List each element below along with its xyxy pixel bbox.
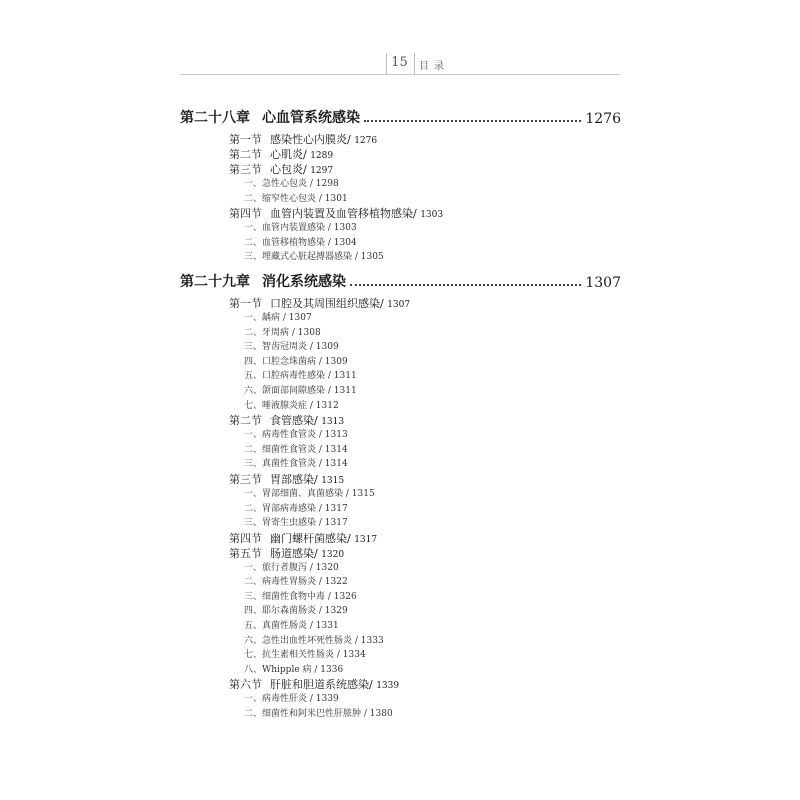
separator: / [314, 414, 322, 428]
subsection-page: 1313 [324, 430, 348, 441]
subsection-page: 1298 [315, 179, 339, 189]
subsection-title: 七、抗生素相关性肠炎 [244, 650, 335, 661]
section-number: 第二节 [229, 148, 262, 161]
subsection-title: 二、细菌性和阿米巴性肝脓肿 [244, 709, 362, 720]
subsection-title: 三、胃寄生虫感染 [244, 518, 317, 529]
toc-subsection-row[interactable] [180, 487, 621, 502]
subsection-page: 1309 [315, 342, 339, 353]
subsection-title: 二、缩窄性心包炎 [244, 193, 317, 204]
toc-subsection-row[interactable] [180, 590, 621, 605]
toc-section-row[interactable] [180, 206, 621, 221]
separator: / [316, 503, 325, 514]
subsection-title: 五、口腔病毒性感染 [244, 371, 326, 382]
separator: / [303, 148, 311, 161]
subsection-page: 1315 [351, 488, 375, 499]
section-number: 第二节 [229, 414, 262, 428]
separator: / [343, 488, 352, 499]
subsection-page: 1380 [369, 709, 393, 720]
section-title: 胃部感染 [270, 472, 314, 486]
section-page: 1315 [321, 475, 345, 486]
toc-subsection-row[interactable] [180, 250, 621, 265]
running-header-title: 目录 [419, 61, 449, 72]
section-number: 第四节 [229, 207, 262, 221]
subsection-title: 七、唾液腺炎症 [244, 400, 308, 411]
subsection-page: 1307 [288, 312, 312, 323]
separator: / [303, 163, 311, 176]
separator: / [316, 444, 325, 455]
separator: / [325, 371, 334, 382]
separator: / [347, 531, 355, 545]
subsection-page: 1320 [315, 562, 339, 573]
section-title: 心肌炎 [270, 148, 303, 161]
toc-subsection-row[interactable] [180, 634, 621, 649]
section-page: 1320 [321, 549, 345, 560]
subsection-page: 1304 [333, 237, 357, 248]
separator: / [369, 678, 377, 692]
separator: / [325, 237, 334, 248]
toc-section-row[interactable] [180, 132, 621, 147]
separator: / [361, 709, 370, 720]
toc-subsection-row[interactable] [180, 340, 621, 355]
toc-subsection-row[interactable] [180, 236, 621, 251]
toc-section-row[interactable] [180, 546, 621, 561]
chapter-title: 消化系统感染 [262, 273, 346, 290]
separator: / [307, 621, 316, 632]
separator: / [307, 694, 316, 705]
subsection-title: 四、口腔念珠菌病 [244, 356, 317, 367]
separator: / [347, 133, 355, 146]
subsection-page: 1305 [360, 252, 384, 263]
subsection-page: 1334 [342, 650, 366, 661]
section-page: 1313 [321, 417, 345, 428]
subsection-page: 1303 [333, 223, 357, 234]
subsection-title: 八、Whipple 病 [244, 664, 312, 675]
separator: / [316, 606, 325, 617]
toc-subsection-row[interactable] [180, 619, 621, 634]
subsection-page: 1322 [324, 577, 348, 588]
toc-subsection-row[interactable] [180, 648, 621, 663]
toc-subsection-row[interactable] [180, 428, 621, 443]
separator: / [413, 207, 421, 221]
section-number: 第四节 [229, 531, 262, 545]
subsection-title: 三、细菌性食物中毒 [244, 591, 326, 602]
separator: / [307, 342, 316, 353]
toc-section-row[interactable] [180, 162, 621, 177]
separator: / [316, 356, 325, 367]
toc-subsection-row[interactable] [180, 561, 621, 576]
toc-subsection-row[interactable] [180, 575, 621, 590]
separator: / [325, 223, 334, 234]
section-number: 第六节 [229, 678, 262, 692]
subsection-title: 二、胃部病毒感染 [244, 503, 317, 514]
header-rule [180, 74, 620, 75]
section-page: 1276 [354, 136, 378, 146]
separator: / [316, 577, 325, 588]
subsection-title: 二、细菌性食管炎 [244, 444, 317, 455]
toc-subsection-row[interactable] [180, 369, 621, 384]
section-page: 1339 [376, 681, 400, 692]
subsection-page: 1312 [315, 400, 339, 411]
section-title: 血管内装置及血管移植物感染 [270, 207, 413, 221]
dot-leader [364, 120, 581, 122]
separator: / [316, 518, 325, 529]
toc-subsection-row[interactable] [180, 457, 621, 472]
toc-section-row[interactable] [180, 296, 621, 311]
table-of-contents [180, 108, 621, 722]
separator: / [289, 327, 298, 338]
separator: / [325, 591, 334, 602]
separator: / [307, 179, 316, 189]
toc-subsection-row[interactable] [180, 355, 621, 370]
section-title: 肝脏和胆道系统感染 [270, 678, 369, 692]
section-title: 心包炎 [270, 163, 303, 176]
section-title: 食管感染 [270, 414, 314, 428]
separator: / [307, 562, 316, 573]
subsection-title: 一、血管内装置感染 [244, 223, 326, 234]
toc-chapter-row[interactable] [180, 108, 621, 127]
toc-subsection-row[interactable] [180, 502, 621, 517]
subsection-page: 1326 [333, 591, 357, 602]
separator: / [325, 385, 334, 396]
toc-section-row[interactable] [180, 472, 621, 487]
subsection-title: 一、病毒性食管炎 [244, 430, 317, 441]
section-number: 第一节 [229, 133, 262, 146]
chapter-number: 第二十八章 [180, 110, 250, 126]
chapter-label [180, 271, 346, 291]
subsection-title: 一、旅行者腹泻 [244, 562, 308, 573]
subsection-title: 二、血管移植物感染 [244, 237, 326, 248]
subsection-title: 三、埋藏式心脏起搏器感染 [244, 252, 353, 263]
toc-subsection-row[interactable] [180, 663, 621, 678]
chapter-page: 1307 [585, 274, 621, 291]
subsection-page: 1339 [315, 694, 339, 705]
section-page: 1307 [387, 299, 411, 310]
subsection-page: 1317 [324, 503, 348, 514]
subsection-title: 四、耶尔森菌肠炎 [244, 606, 317, 617]
section-title: 口腔及其周围组织感染 [270, 296, 380, 310]
separator: / [316, 459, 325, 470]
toc-subsection-row[interactable] [180, 443, 621, 458]
toc-section-row[interactable] [180, 531, 621, 546]
toc-subsection-row[interactable] [180, 384, 621, 399]
toc-subsection-row[interactable] [180, 326, 621, 341]
chapter-label [180, 107, 360, 127]
separator: / [380, 296, 388, 310]
subsection-title: 一、龋病 [244, 312, 281, 323]
subsection-title: 一、急性心包炎 [244, 179, 308, 189]
toc-subsection-row[interactable] [180, 192, 621, 207]
section-title: 感染性心内膜炎 [270, 133, 347, 146]
section-page: 1289 [310, 151, 334, 161]
separator: / [314, 472, 322, 486]
chapter-page: 1276 [585, 111, 621, 127]
toc-subsection-row[interactable] [180, 516, 621, 531]
section-number: 第三节 [229, 472, 262, 486]
subsection-title: 六、急性出血性坏死性肠炎 [244, 635, 353, 646]
subsection-page: 1317 [324, 518, 348, 529]
toc-subsection-row[interactable] [180, 707, 621, 722]
separator: / [352, 252, 361, 263]
subsection-title: 三、真菌性食管炎 [244, 459, 317, 470]
toc-section-row[interactable] [180, 147, 621, 162]
separator: / [307, 400, 316, 411]
subsection-title: 五、真菌性肠炎 [244, 621, 308, 632]
subsection-page: 1314 [324, 444, 348, 455]
section-number: 第一节 [229, 296, 262, 310]
chapter-title: 心血管系统感染 [262, 110, 360, 126]
toc-chapter-row[interactable] [180, 272, 621, 291]
subsection-page: 1311 [333, 385, 357, 396]
toc-subsection-row[interactable] [180, 177, 621, 192]
toc-subsection-row[interactable] [180, 221, 621, 236]
separator: / [311, 664, 321, 675]
separator: / [314, 546, 322, 560]
chapter-number: 第二十九章 [180, 273, 250, 290]
subsection-title: 三、智齿冠周炎 [244, 342, 308, 353]
separator: / [352, 635, 361, 646]
subsection-title: 二、牙周病 [244, 327, 290, 338]
separator: / [316, 430, 325, 441]
separator: / [316, 193, 325, 204]
section-number: 第五节 [229, 546, 262, 560]
subsection-page: 1329 [324, 606, 348, 617]
dot-leader [350, 284, 581, 286]
subsection-title: 一、病毒性肝炎 [244, 694, 308, 705]
subsection-title: 一、胃部细菌、真菌感染 [244, 488, 344, 499]
page-number: 15 [391, 55, 408, 70]
subsection-title: 六、颌面部间隙感染 [244, 385, 326, 396]
section-page: 1297 [310, 166, 334, 176]
subsection-page: 1308 [297, 327, 321, 338]
toc-subsection-row[interactable] [180, 692, 621, 707]
separator: / [280, 312, 289, 323]
toc-subsection-row[interactable] [180, 399, 621, 414]
subsection-page: 1333 [360, 635, 384, 646]
toc-section-row[interactable] [180, 677, 621, 692]
toc-subsection-row[interactable] [180, 311, 621, 326]
toc-section-row[interactable] [180, 413, 621, 428]
separator: / [334, 650, 343, 661]
subsection-page: 1314 [324, 459, 348, 470]
subsection-page: 1309 [324, 356, 348, 367]
section-title: 肠道感染 [270, 546, 314, 560]
section-page: 1303 [420, 210, 444, 221]
section-page: 1317 [354, 534, 378, 545]
subsection-page: 1301 [324, 193, 348, 204]
section-number: 第三节 [229, 163, 262, 176]
subsection-page: 1331 [315, 621, 339, 632]
subsection-title: 二、病毒性胃肠炎 [244, 577, 317, 588]
toc-subsection-row[interactable] [180, 604, 621, 619]
section-title: 幽门螺杆菌感染 [270, 531, 347, 545]
subsection-page: 1336 [320, 664, 344, 675]
subsection-page: 1311 [333, 371, 357, 382]
